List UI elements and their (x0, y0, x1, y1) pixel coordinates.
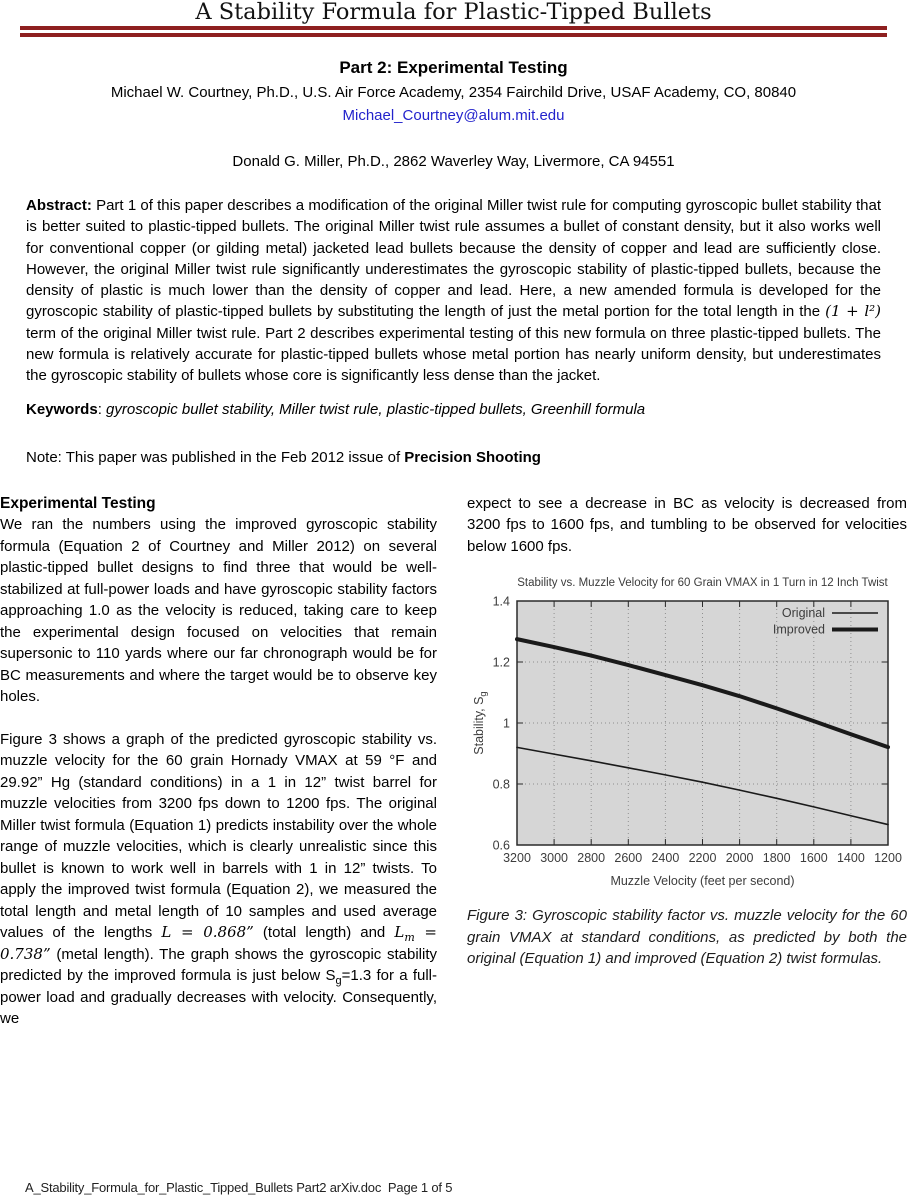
stability-subscript: g (335, 975, 342, 988)
formula-subscript: m (404, 931, 415, 945)
x-axis-label: Muzzle Velocity (feet per second) (610, 874, 795, 889)
abstract-paragraph (26, 195, 881, 387)
svg-text:1.4: 1.4 (492, 594, 510, 609)
footer-filename-page: A_Stability_Formula_for_Plastic_Tipped_Bullets Part2 arXiv.doc Page 1 of 5 (25, 1180, 453, 1195)
figure-3-caption: Figure 3: Gyroscopic stability factor vs. muzzle velocity for the 60 grain VMAX at standard conditions, as predicted by both the original (Equation 1) and improved (Equation 2) twist formulas. (467, 907, 907, 968)
author-line-1: Michael W. Courtney, Ph.D., U.S. Air Force Academy, 2354 Fairchild Drive, USAF Academy, CO, 80840 (110, 84, 797, 101)
svg-text:1200: 1200 (874, 851, 902, 866)
x-tick-labels (503, 851, 902, 865)
paragraph-text: =1.3 for a full-power load and gradually decreases with velocity. Consequently, we (0, 967, 437, 1028)
svg-text:0.6: 0.6 (492, 838, 510, 853)
section-heading: Experimental Testing (0, 494, 156, 512)
svg-text:2400: 2400 (651, 851, 680, 866)
svg-text:1.2: 1.2 (492, 655, 510, 670)
part-subtitle: Part 2: Experimental Testing (339, 58, 568, 77)
abstract-text-before-math: Part 1 of this paper describes a modification of the original Miller twist rule for computing gyroscopic bullet stability that is better suited to plastic-tipped bullets. The original Miller twist rule assumes a bullet of constant density, but it also works well for conventional copper (or gilding metal) jacketed lead bullets because the density of copper and lead are sufficiently close. However, the original Miller twist rule significantly underestimates the gyroscopic stability of plastic-tipped bullets, because the density of plastic is much lower than the density of copper and lead. Here, a new amended formula is developed for the gyroscopic stability of plastic-tipped bullets by substituting the length of just the metal portion for the total length in the (26, 197, 881, 321)
svg-text:1400: 1400 (836, 851, 865, 866)
journal-name: Precision Shooting (404, 448, 541, 466)
abstract-text-after-math: term of the original Miller twist rule. Part 2 describes experimental testing of this new formula on three plastic-tipped bullets. The new formula is relatively accurate for plastic-tipped bullets whose metal portion has nearly uniform density, but underestimates the gyroscopic stability of bullets whose core is significantly less dense than the jacket. (26, 324, 881, 385)
svg-text:2600: 2600 (614, 851, 643, 866)
email-line (0, 107, 907, 125)
abstract-label: Abstract: (26, 197, 92, 214)
author-line-2: Donald G. Miller, Ph.D., 2862 Waverley Way, Livermore, CA 94551 (232, 153, 675, 170)
legend-label-original: Original (781, 606, 825, 621)
svg-text:0.8: 0.8 (492, 777, 510, 792)
keywords-list: gyroscopic bullet stability, Miller twist rule, plastic-tipped bullets, Greenhill formula (106, 400, 646, 418)
keywords-separator: : (97, 400, 107, 418)
abstract-inline-formula: (1 + l²) (825, 302, 882, 321)
title-rule (20, 26, 887, 37)
right-paragraph: expect to see a decrease in BC as velocity is decreased from 3200 fps to 1600 fps, and tumbling to be observed for velocities below 1600 fps. (467, 494, 907, 555)
y-axis-label: Stability, $S_g$ (472, 691, 489, 755)
publication-note (26, 447, 881, 468)
paper-header (0, 0, 907, 171)
svg-text:2200: 2200 (688, 851, 717, 866)
formula-rest: = 0.738” (0, 923, 437, 963)
right-column (467, 493, 907, 1030)
y-tick-labels (493, 595, 510, 853)
left-paragraph-2 (0, 729, 437, 1030)
paragraph-text: (metal length). The graph shows the gyroscopic stability predicted by the improved formula is just below S (0, 945, 437, 985)
svg-text:3200: 3200 (503, 851, 531, 866)
legend-label-improved: Improved (772, 622, 825, 637)
email-link[interactable]: Michael_Courtney@alum.mit.edu (342, 107, 565, 124)
svg-text:1600: 1600 (799, 851, 828, 866)
inline-formula-total-length: L = 0.868” (161, 923, 254, 942)
formula-base: L (394, 923, 405, 942)
left-column (0, 493, 437, 1030)
svg-text:3000: 3000 (540, 851, 569, 866)
keywords-label: Keywords (26, 400, 98, 418)
note-text: Note: This paper was published in the Feb 2012 issue of (26, 448, 405, 466)
paragraph-text: Figure 3 shows a graph of the predicted gyroscopic stability vs. muzzle velocity for the 60 grain Hornady VMAX at 59 °F and 29.92” Hg (standard conditions) in a 1 in 12” twist barrel for muzzle velocities from 3200 fps down to 1200 fps. The original Miller twist formula (Equation 1) predicts instability over the whole range of muzzle velocities, which is clearly unrealistic since this bullet is known to work well in barrels with 1 in 12” twists. To apply the improved twist formula (Equation 2), we measured the total length and metal length of 10 samples and used average values of the lengths (0, 730, 437, 942)
left-paragraph-1: We ran the numbers using the improved gyroscopic stability formula (Equation 2 of Courtney and Miller 2012) on several plastic-tipped bullet designs to find three that would be well-stabilized at full-power loads and have gyroscopic stability factors approaching 1.0 as the velocity is reduced, taking care to keep the experimental design focused on velocities that remain supersonic to 110 yards where our far chronograph would be for BC measurements and where the target would be to observe key holes. (0, 516, 437, 706)
svg-text:1: 1 (503, 716, 510, 731)
svg-text:2800: 2800 (577, 851, 606, 866)
svg-text:1800: 1800 (762, 851, 791, 866)
keywords-line (26, 399, 881, 420)
stability-chart-svg (467, 573, 907, 899)
paragraph-text: (total length) and (253, 924, 395, 942)
page-title: A Stability Formula for Plastic-Tipped Bullets (195, 0, 712, 25)
figure-3 (467, 573, 907, 899)
two-column-body (0, 493, 907, 1030)
chart-title: Stability vs. Muzzle Velocity for 60 Grain VMAX in 1 Turn in 12 Inch Twist (517, 577, 888, 590)
svg-text:2000: 2000 (725, 851, 754, 866)
